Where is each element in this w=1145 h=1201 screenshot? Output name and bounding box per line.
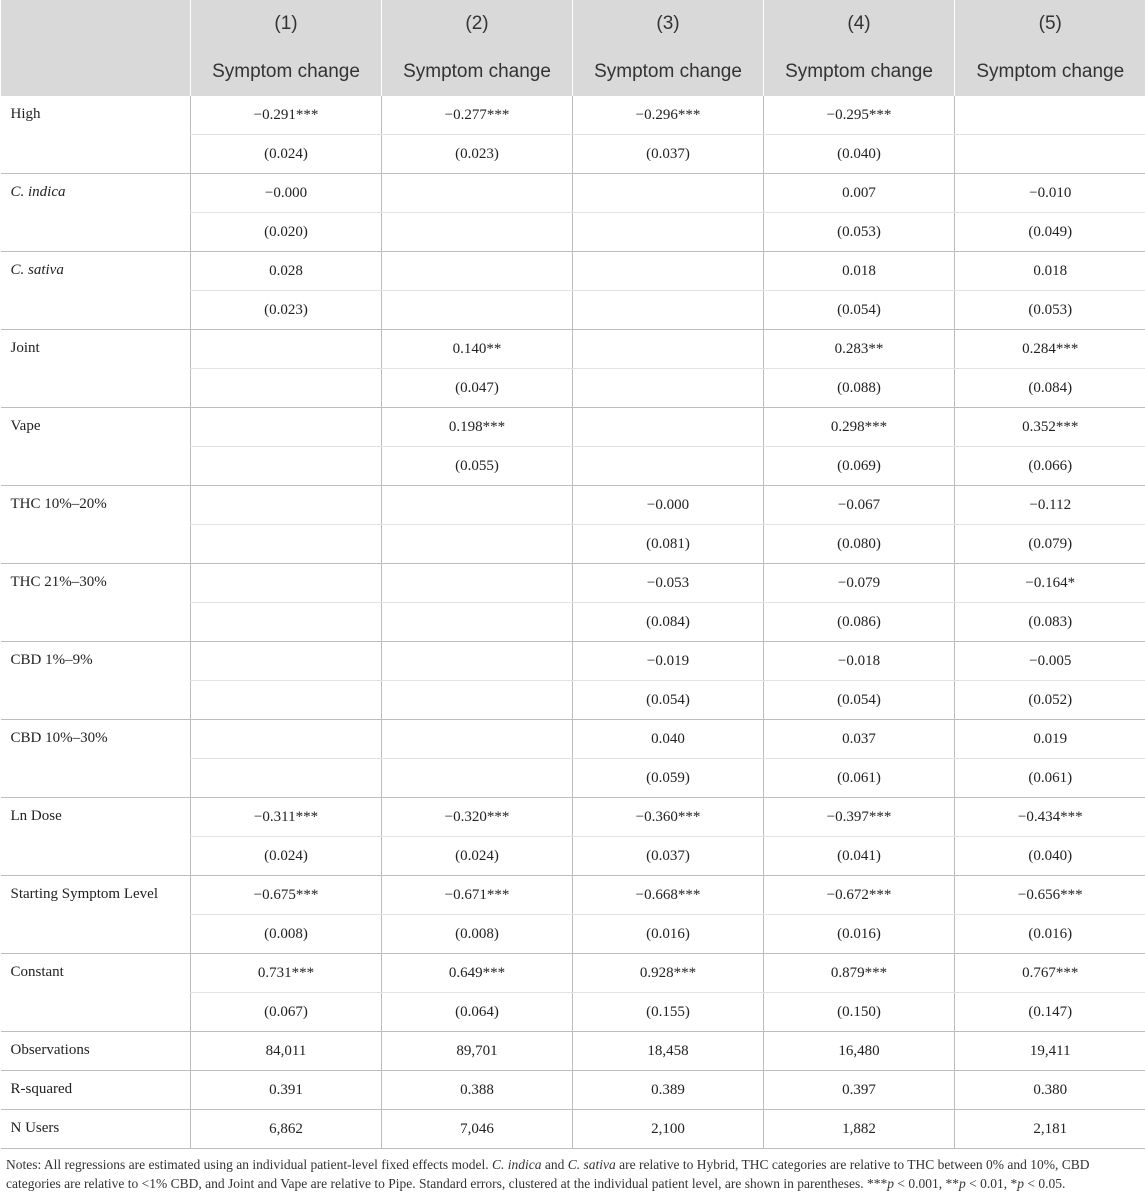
- table-row: [1, 1032, 1145, 1071]
- statistic-cell: 2,181: [955, 1110, 1145, 1149]
- table-row: [1, 1110, 1145, 1149]
- notes-text: are relative to Hybrid, THC categories are relative to THC between 0% and 10%, CBD categories are relative to <1% CBD, and Joint and Vape are relative to Pipe. Standard errors, clustered at the individual patient level, are shown in parentheses. ***: [6, 1157, 1090, 1191]
- coefficient-cell: −0.000: [191, 174, 382, 213]
- table-row: [1, 954, 1145, 993]
- standard-error-cell: [382, 291, 573, 330]
- coefficient-cell: [191, 330, 382, 369]
- standard-error-cell: (0.041): [764, 837, 955, 876]
- standard-error-cell: (0.061): [764, 759, 955, 798]
- notes-italic: p: [887, 1176, 894, 1191]
- standard-error-cell: [191, 681, 382, 720]
- table-row: [1, 330, 1145, 369]
- standard-error-cell: (0.054): [764, 681, 955, 720]
- row-label: N Users: [1, 1110, 191, 1149]
- coefficient-cell: 0.298***: [764, 408, 955, 447]
- table-row: [1, 252, 1145, 291]
- standard-error-cell: (0.040): [764, 135, 955, 174]
- table-notes: [0, 1149, 1145, 1193]
- standard-error-cell: (0.066): [955, 447, 1145, 486]
- standard-error-cell: [191, 525, 382, 564]
- column-number-header: (2): [382, 0, 573, 48]
- standard-error-cell: (0.016): [955, 915, 1145, 954]
- coefficient-cell: −0.019: [573, 642, 764, 681]
- standard-error-cell: (0.086): [764, 603, 955, 642]
- table-row: [1, 798, 1145, 837]
- dependent-variable-header: Symptom change: [191, 48, 382, 96]
- standard-error-cell: (0.023): [382, 135, 573, 174]
- standard-error-cell: [573, 447, 764, 486]
- coefficient-cell: −0.360***: [573, 798, 764, 837]
- table-row: [1, 642, 1145, 681]
- coefficient-cell: [955, 96, 1145, 135]
- row-label: Observations: [1, 1032, 191, 1071]
- coefficient-cell: 0.198***: [382, 408, 573, 447]
- coefficient-cell: −0.675***: [191, 876, 382, 915]
- table-row: [1, 876, 1145, 915]
- coefficient-cell: −0.079: [764, 564, 955, 603]
- standard-error-cell: (0.088): [764, 369, 955, 408]
- standard-error-cell: [382, 525, 573, 564]
- standard-error-cell: (0.055): [382, 447, 573, 486]
- coefficient-cell: [191, 564, 382, 603]
- coefficient-cell: −0.018: [764, 642, 955, 681]
- standard-error-cell: [382, 759, 573, 798]
- coefficient-cell: −0.397***: [764, 798, 955, 837]
- standard-error-cell: [191, 447, 382, 486]
- coefficient-cell: 0.019: [955, 720, 1145, 759]
- standard-error-cell: (0.080): [764, 525, 955, 564]
- standard-error-cell: (0.083): [955, 603, 1145, 642]
- coefficient-cell: −0.672***: [764, 876, 955, 915]
- notes-text: < 0.001, **: [893, 1176, 959, 1191]
- standard-error-cell: [191, 369, 382, 408]
- coefficient-cell: 0.037: [764, 720, 955, 759]
- standard-error-cell: (0.084): [955, 369, 1145, 408]
- header-corner: [1, 48, 191, 96]
- standard-error-cell: [955, 135, 1145, 174]
- coefficient-cell: [573, 330, 764, 369]
- notes-text: < 0.05.: [1023, 1176, 1066, 1191]
- standard-error-cell: [382, 213, 573, 252]
- coefficient-cell: [382, 252, 573, 291]
- coefficient-cell: 0.928***: [573, 954, 764, 993]
- coefficient-cell: 0.767***: [955, 954, 1145, 993]
- row-label: C. indica: [1, 174, 191, 252]
- coefficient-cell: 0.007: [764, 174, 955, 213]
- coefficient-cell: [382, 486, 573, 525]
- standard-error-cell: (0.150): [764, 993, 955, 1032]
- column-number-header: (3): [573, 0, 764, 48]
- statistic-cell: 18,458: [573, 1032, 764, 1071]
- coefficient-cell: 0.283**: [764, 330, 955, 369]
- statistic-cell: 16,480: [764, 1032, 955, 1071]
- standard-error-cell: (0.084): [573, 603, 764, 642]
- standard-error-cell: (0.053): [764, 213, 955, 252]
- coefficient-cell: [191, 642, 382, 681]
- dependent-variable-header: Symptom change: [573, 48, 764, 96]
- table-row: [1, 1071, 1145, 1110]
- statistic-cell: 0.391: [191, 1071, 382, 1110]
- coefficient-cell: 0.140**: [382, 330, 573, 369]
- statistic-cell: 0.380: [955, 1071, 1145, 1110]
- coefficient-cell: −0.277***: [382, 96, 573, 135]
- coefficient-cell: 0.879***: [764, 954, 955, 993]
- coefficient-cell: 0.028: [191, 252, 382, 291]
- row-label: THC 10%–20%: [1, 486, 191, 564]
- coefficient-cell: −0.005: [955, 642, 1145, 681]
- coefficient-cell: [191, 408, 382, 447]
- row-label: THC 21%–30%: [1, 564, 191, 642]
- notes-italic: p: [958, 1176, 966, 1191]
- standard-error-cell: (0.023): [191, 291, 382, 330]
- coefficient-cell: [191, 720, 382, 759]
- standard-error-cell: (0.052): [955, 681, 1145, 720]
- standard-error-cell: (0.155): [573, 993, 764, 1032]
- row-label: R-squared: [1, 1071, 191, 1110]
- standard-error-cell: [191, 603, 382, 642]
- row-label: C. sativa: [1, 252, 191, 330]
- row-label: Vape: [1, 408, 191, 486]
- standard-error-cell: (0.081): [573, 525, 764, 564]
- row-label: High: [1, 96, 191, 174]
- notes-text: Notes: All regressions are estimated using an individual patient-level fixed effects model.: [6, 1157, 492, 1172]
- row-label: CBD 1%–9%: [1, 642, 191, 720]
- coefficient-cell: [573, 252, 764, 291]
- row-label: Ln Dose: [1, 798, 191, 876]
- table-row: [1, 564, 1145, 603]
- coefficient-cell: −0.000: [573, 486, 764, 525]
- statistic-cell: 19,411: [955, 1032, 1145, 1071]
- table-body: [1, 96, 1145, 1149]
- standard-error-cell: [382, 681, 573, 720]
- standard-error-cell: (0.016): [573, 915, 764, 954]
- standard-error-cell: (0.067): [191, 993, 382, 1032]
- standard-error-cell: [573, 213, 764, 252]
- table-header: [1, 0, 1145, 96]
- statistic-cell: 2,100: [573, 1110, 764, 1149]
- table-row: [1, 720, 1145, 759]
- standard-error-cell: [191, 759, 382, 798]
- coefficient-cell: −0.291***: [191, 96, 382, 135]
- notes-italic: C. indica: [492, 1157, 542, 1172]
- standard-error-cell: (0.037): [573, 837, 764, 876]
- statistic-cell: 1,882: [764, 1110, 955, 1149]
- coefficient-cell: −0.320***: [382, 798, 573, 837]
- standard-error-cell: (0.069): [764, 447, 955, 486]
- row-label: Constant: [1, 954, 191, 1032]
- coefficient-cell: 0.018: [955, 252, 1145, 291]
- coefficient-cell: −0.067: [764, 486, 955, 525]
- coefficient-cell: −0.671***: [382, 876, 573, 915]
- standard-error-cell: (0.008): [382, 915, 573, 954]
- dependent-variable-header: Symptom change: [955, 48, 1145, 96]
- coefficient-cell: −0.656***: [955, 876, 1145, 915]
- coefficient-cell: −0.053: [573, 564, 764, 603]
- statistic-cell: 0.388: [382, 1071, 573, 1110]
- standard-error-cell: [573, 369, 764, 408]
- standard-error-cell: (0.064): [382, 993, 573, 1032]
- coefficient-cell: −0.164*: [955, 564, 1145, 603]
- coefficient-cell: 0.018: [764, 252, 955, 291]
- coefficient-cell: [382, 642, 573, 681]
- coefficient-cell: −0.295***: [764, 96, 955, 135]
- notes-italic: p: [1017, 1176, 1024, 1191]
- standard-error-cell: (0.024): [191, 135, 382, 174]
- coefficient-cell: −0.668***: [573, 876, 764, 915]
- coefficient-cell: −0.296***: [573, 96, 764, 135]
- row-label: Joint: [1, 330, 191, 408]
- standard-error-cell: (0.020): [191, 213, 382, 252]
- table-row: [1, 486, 1145, 525]
- table-row: [1, 174, 1145, 213]
- table-row: [1, 408, 1145, 447]
- statistic-cell: 84,011: [191, 1032, 382, 1071]
- column-number-header: (1): [191, 0, 382, 48]
- coefficient-cell: 0.731***: [191, 954, 382, 993]
- standard-error-cell: (0.059): [573, 759, 764, 798]
- coefficient-cell: [382, 564, 573, 603]
- statistic-cell: 0.389: [573, 1071, 764, 1110]
- coefficient-cell: [573, 408, 764, 447]
- coefficient-cell: −0.010: [955, 174, 1145, 213]
- notes-text: < 0.01, *: [965, 1176, 1018, 1191]
- standard-error-cell: (0.053): [955, 291, 1145, 330]
- dependent-variable-header: Symptom change: [764, 48, 955, 96]
- row-label: Starting Symptom Level: [1, 876, 191, 954]
- standard-error-cell: (0.008): [191, 915, 382, 954]
- standard-error-cell: (0.049): [955, 213, 1145, 252]
- standard-error-cell: (0.016): [764, 915, 955, 954]
- standard-error-cell: (0.040): [955, 837, 1145, 876]
- standard-error-cell: (0.024): [191, 837, 382, 876]
- standard-error-cell: (0.037): [573, 135, 764, 174]
- table-row: [1, 96, 1145, 135]
- statistic-cell: 6,862: [191, 1110, 382, 1149]
- coefficient-cell: [573, 174, 764, 213]
- standard-error-cell: (0.147): [955, 993, 1145, 1032]
- standard-error-cell: (0.054): [573, 681, 764, 720]
- coefficient-cell: [191, 486, 382, 525]
- notes-text: and: [541, 1157, 568, 1172]
- coefficient-cell: 0.649***: [382, 954, 573, 993]
- statistic-cell: 89,701: [382, 1032, 573, 1071]
- coefficient-cell: −0.311***: [191, 798, 382, 837]
- standard-error-cell: [573, 291, 764, 330]
- standard-error-cell: (0.054): [764, 291, 955, 330]
- coefficient-cell: [382, 174, 573, 213]
- standard-error-cell: (0.024): [382, 837, 573, 876]
- coefficient-cell: 0.352***: [955, 408, 1145, 447]
- standard-error-cell: (0.047): [382, 369, 573, 408]
- standard-error-cell: (0.061): [955, 759, 1145, 798]
- column-number-header: (4): [764, 0, 955, 48]
- standard-error-cell: [382, 603, 573, 642]
- notes-italic: C. sativa: [567, 1157, 616, 1172]
- header-corner: [1, 0, 191, 48]
- coefficient-cell: −0.112: [955, 486, 1145, 525]
- column-number-header: (5): [955, 0, 1145, 48]
- coefficient-cell: −0.434***: [955, 798, 1145, 837]
- standard-error-cell: (0.079): [955, 525, 1145, 564]
- dependent-variable-header: Symptom change: [382, 48, 573, 96]
- coefficient-cell: 0.040: [573, 720, 764, 759]
- statistic-cell: 0.397: [764, 1071, 955, 1110]
- statistic-cell: 7,046: [382, 1110, 573, 1149]
- coefficient-cell: [382, 720, 573, 759]
- coefficient-cell: 0.284***: [955, 330, 1145, 369]
- row-label: CBD 10%–30%: [1, 720, 191, 798]
